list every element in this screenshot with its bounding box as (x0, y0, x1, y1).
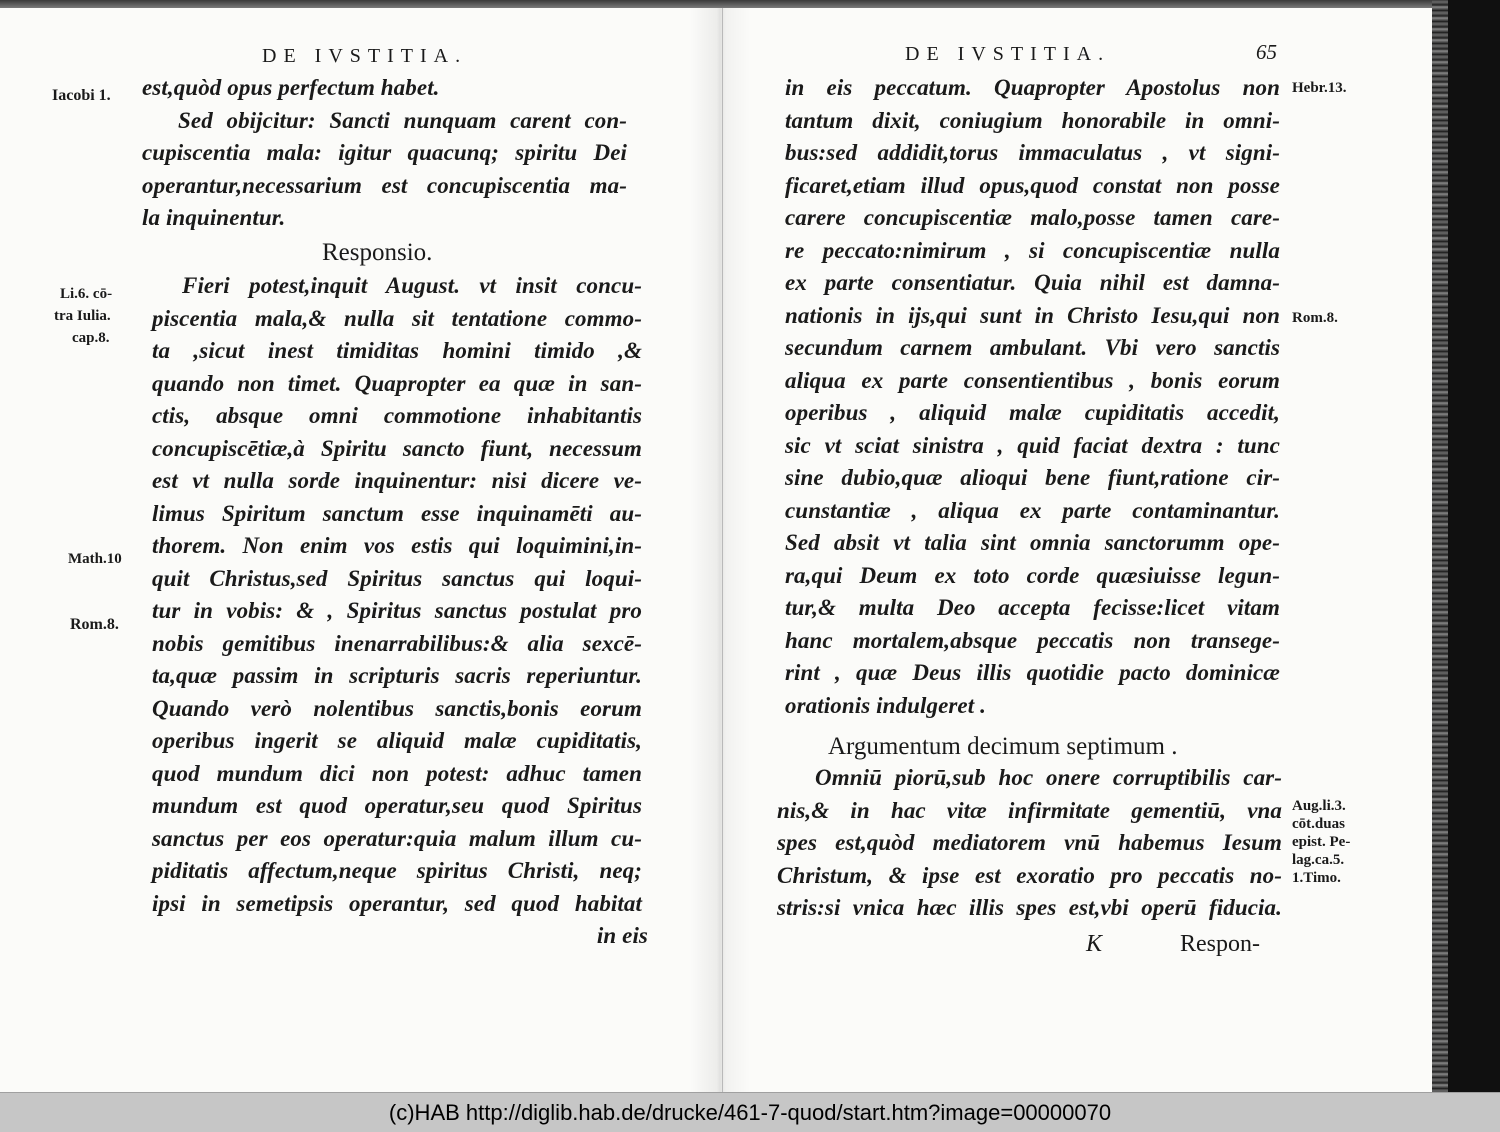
margin-note-augustine-1: Li.6. cō- (60, 286, 113, 302)
text-line: ta ,sicut inest timiditas homini timido ,& (152, 338, 642, 363)
text-line: est,quòd opus perfectum habet. (142, 75, 440, 100)
margin-note-math: Math.10 (68, 551, 122, 567)
margin-note-augustine-r4: lag.ca.5. (1292, 852, 1345, 868)
text-line: spes est,quòd mediatorem vnū habemus Iesum (777, 830, 1282, 855)
text-line: sic vt sciat sinistra , quid faciat dextra : tunc (785, 432, 1280, 458)
left-section-heading: Responsio. (322, 239, 433, 266)
text-line: operibus , aliquid malæ cupiditatis accedit, (785, 400, 1280, 425)
left-catchword (540, 920, 648, 953)
text-line: nobis gemitibus inenarrabilibus:& alia sexcē- (152, 630, 642, 656)
text-line: quit Christus,sed Spiritus sanctus qui loqui- (152, 565, 642, 591)
text-line: bus:sed addidit,torus immaculatus , vt signi- (785, 140, 1280, 165)
text-line: operibus ingerit se aliquid malæ cupiditatis, (152, 728, 642, 753)
text-line: piditatis affectum,neque spiritus Christi, neq; (152, 858, 642, 883)
text-line: stris:si vnica hæc illis spes est,vbi operū fiducia. (777, 895, 1282, 920)
text-line: in eis peccatum. Quapropter Apostolus non (785, 75, 1280, 100)
margin-note-augustine-3: cap.8. (72, 330, 110, 346)
text-line: est vt nulla sorde inquinentur: nisi dicere ve- (152, 468, 642, 493)
margin-note-augustine-r3: epist. Pe- (1292, 834, 1351, 850)
text-line: thorem. Non enim vos estis qui loquimini,in- (152, 533, 642, 558)
text-line: ctis, absque omni commotione inhabitantis (152, 403, 642, 428)
catchword-text: in eis (596, 923, 648, 948)
text-line: la inquinentur. (142, 205, 286, 230)
text-line: limus Spiritum sanctum esse inquinamēti au- (152, 500, 642, 526)
margin-note-rom-left: Rom.8. (70, 616, 119, 633)
credit-footer (0, 1092, 1500, 1132)
text-line: rint , quæ Deus illis quotidie pacto dominicæ (785, 660, 1280, 685)
text-line: sanctus per eos operatur:quia malum illum cu- (152, 825, 642, 851)
text-line: ipsi in semetipsis operantur, sed quod habitat (152, 890, 642, 916)
page-edge-fringe (1432, 0, 1448, 1092)
left-running-head: DE IVSTITIA. (262, 45, 468, 67)
margin-note-augustine-r2: cōt.duas (1292, 816, 1345, 832)
text-line: nationis in ijs,qui sunt in Christo Iesu,qui non (785, 302, 1280, 328)
right-text-block-1 (785, 72, 1280, 722)
text-line: tur,& multa Deo accepta fecisse:licet vitam (785, 595, 1280, 620)
right-running-head: DE IVSTITIA. (905, 43, 1111, 65)
text-line: re peccato:nimirum , si concupiscentiæ nulla (785, 237, 1280, 263)
text-line: Sed obijcitur: Sancti nunquam carent con- (178, 107, 627, 133)
text-line: sine dubio,quæ alioqui bene fiunt,ratione cir- (785, 465, 1280, 490)
text-line: quod mundum dici non potest: adhuc tamen (152, 760, 642, 786)
left-text-block-1 (142, 72, 627, 235)
margin-note-hebr: Hebr.13. (1292, 80, 1347, 96)
text-line: aliqua ex parte consentientibus , bonis eorum (785, 367, 1280, 393)
text-line: secundum carnem ambulant. Vbi vero sanctis (785, 335, 1280, 360)
text-line: quando non timet. Quapropter ea quæ in san- (152, 370, 642, 396)
text-line: ex parte consentiatur. Quia nihil est damna- (785, 270, 1280, 295)
text-line: cupiscentia mala: igitur quacunq; spiritu Dei (142, 140, 627, 165)
text-line: nis,& in hac vitæ infirmitate gementiū, vna (777, 797, 1282, 823)
text-line: Quando verò nolentibus sanctis,bonis eorum (152, 695, 642, 721)
text-line: cunstantiæ , aliqua ex parte contaminantur. (785, 497, 1280, 523)
left-text-block-2 (152, 270, 642, 920)
margin-note-augustine-2: tra Iulia. (54, 308, 111, 324)
margin-note-jacobi: Iacobi 1. (52, 87, 111, 104)
text-line: carere concupiscentiæ malo,posse tamen care- (785, 205, 1280, 230)
text-line: operantur,necessarium est concupiscentia ma- (142, 172, 627, 198)
text-line: ta,quæ passim in scripturis sacris reperiuntur. (152, 663, 642, 688)
text-line: Fieri potest,inquit August. vt insit concu- (182, 273, 642, 298)
text-line: Christum, & ipse est exoratio pro peccatis no- (777, 862, 1282, 888)
right-text-block-2 (777, 762, 1282, 925)
right-catchword: Respon- (1180, 931, 1260, 957)
credit-link-text[interactable]: (c)HAB http://diglib.hab.de/drucke/461-7-quod/start.htm?image=00000070 (388, 1100, 1112, 1125)
text-line: mundum est quod operatur,seu quod Spiritus (152, 793, 642, 818)
signature-mark: K (1086, 931, 1103, 957)
text-line: orationis indulgeret . (785, 692, 986, 718)
margin-note-timothy: 1.Timo. (1292, 870, 1341, 886)
margin-note-augustine-r1: Aug.li.3. (1292, 798, 1346, 814)
text-line: ra,qui Deum ex toto corde quæsiuisse legun- (785, 562, 1280, 588)
text-line: tur in vobis: & , Spiritus sanctus postulat pro (152, 598, 642, 623)
text-line: piscentia mala,& nulla sit tentatione commo- (152, 305, 642, 331)
text-line: Omniū piorū,sub hoc onere corruptibilis car- (815, 765, 1282, 790)
text-line: concupiscētiæ,à Spiritu sancto fiunt, necessum (152, 435, 642, 461)
page-number: 65 (1256, 40, 1277, 64)
text-line: tantum dixit, coniugium honorabile in omni- (785, 107, 1280, 133)
margin-note-rom-right: Rom.8. (1292, 310, 1338, 326)
text-line: hanc mortalem,absque peccatis non transege- (785, 627, 1280, 653)
right-section-heading: Argumentum decimum septimum . (828, 733, 1178, 760)
text-line: ficaret,etiam illud opus,quod constat non posse (785, 172, 1280, 198)
text-line: Sed absit vt talia sint omnia sanctorumm ope- (785, 530, 1280, 555)
